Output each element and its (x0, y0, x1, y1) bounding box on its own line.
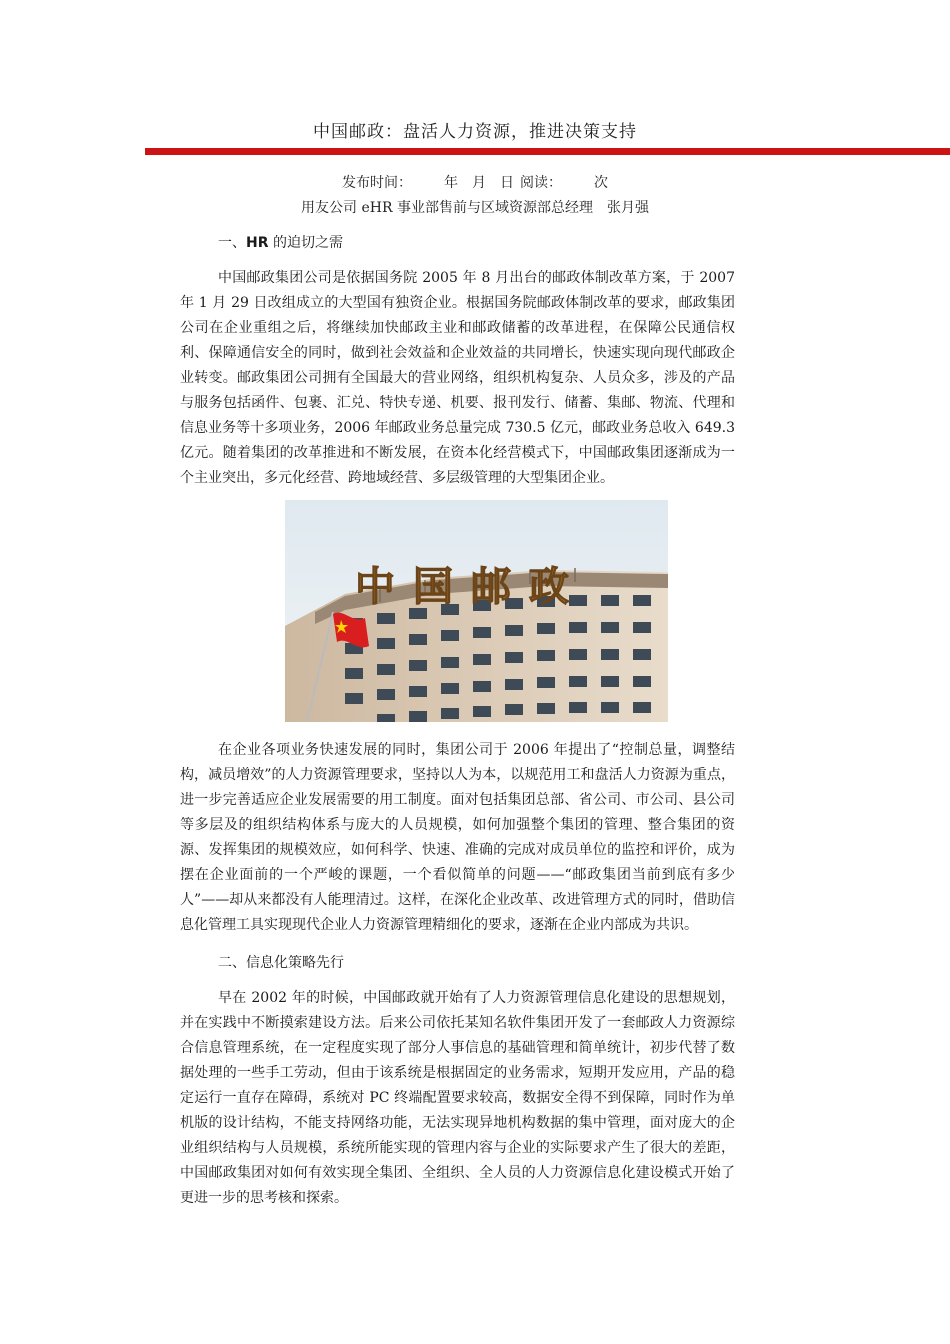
paragraph-2-text: 在企业各项业务快速发展的同时，集团公司于 2006 年提出了“控制总量，调整结构，减员增效”的人力资源管理要求，坚持以人为本，以规范用工和盘活人力资源为重点，进一步完善适应企业发展需要的用工制度。面对包括集团总部、省公司、市公司、县公司等多层及的组织结构体系与庞大的人员规模，如何加强整个集团的管理、整合集团的资源、发挥集团的规模效应，如何科学、快速、准确的完成对成员单位的监控和评价，成为摆在企业面前的一个严峻的课题，一个看似简单的问题——“邮政集团当前到底有多少人”——却从来都没有人能理清过。这样，在深化企业改革、改进管理方式的同时，借助信息化管理工具实现现代企业人力资源管理精细化的要求，逐渐在企业内部成为共识。 (180, 742, 735, 933)
year-label: 年 (444, 175, 458, 191)
section-1-rest: 的迫切之需 (268, 235, 343, 251)
day-label: 日 (500, 175, 514, 191)
month-label: 月 (472, 175, 486, 191)
building-photo-svg (285, 500, 668, 722)
section-heading-2: 二、信息化策略先行 (218, 955, 344, 971)
paragraph-3 (180, 986, 735, 1211)
paragraph-3-text: 早在 2002 年的时候，中国邮政就开始有了人力资源管理信息化建设的思想规划，并在实践中不断摸索建设方法。后来公司依托某知名软件集团开发了一套邮政人力资源综合信息管理系统，在一定程度实现了部分人事信息的基础管理和简单统计，初步代替了数据处理的一些手工劳动，但由于该系统是根据固定的业务需求，短期开发应用，产品的稳定运行一直存在障碍，系统对 PC 终端配置要求较高，数据安全得不到保障，同时作为单机版的设计结构，不能支持网络功能，无法实现异地机构数据的集中管理，面对庞大的企业组织结构与人员规模，系统所能实现的管理内容与企业的实际要求产生了很大的差距，中国邮政集团对如何有效实现全集团、全组织、全人员的人力资源信息化建设模式开始了更进一步的思考核和探索。 (180, 990, 735, 1206)
article-title: 中国邮政：盘活人力资源，推进决策支持 (313, 122, 637, 142)
building-sign-text: 中国邮政 (355, 563, 587, 610)
paragraph-2 (180, 738, 735, 938)
paragraph-1 (180, 266, 735, 491)
title-divider-bar (145, 148, 950, 155)
article-meta (0, 172, 950, 192)
paragraph-1-text: 中国邮政集团公司是依据国务院 2005 年 8 月出台的邮政体制改革方案，于 2007 年 1 月 29 日改组成立的大型国有独资企业。根据国务院邮政体制改革的要求，邮政集团公司在企业重组之后，将继续加快邮政主业和邮政储蓄的改革进程，在保障公民通信权利、保障通信安全的同时，做到社会效益和企业效益的共同增长，快速实现向现代邮政企业转变。邮政集团公司拥有全国最大的营业网络，组织机构复杂、人员众多，涉及的产品与服务包括函件、包裹、汇兑、特快专递、机要、报刊发行、储蓄、集邮、物流、代理和信息业务等十多项业务，2006 年邮政业务总量完成 730.5 亿元，邮政业务总收入 649.3 亿元。随着集团的改革推进和不断发展，在资本化经营模式下，中国邮政集团逐渐成为一个主业突出，多元化经营、跨地域经营、多层级管理的大型集团企业。 (180, 270, 735, 486)
building-photo (285, 500, 668, 722)
times-label: 次 (594, 175, 608, 191)
read-label: 阅读： (520, 175, 562, 191)
published-label: 发布时间： (342, 175, 412, 191)
section-1-bold: HR (246, 235, 269, 251)
section-heading-1 (218, 232, 343, 252)
section-1-prefix: 一、 (218, 235, 246, 251)
author-line: 用友公司 eHR 事业部售前与区域资源部总经理 张月强 (301, 200, 649, 216)
